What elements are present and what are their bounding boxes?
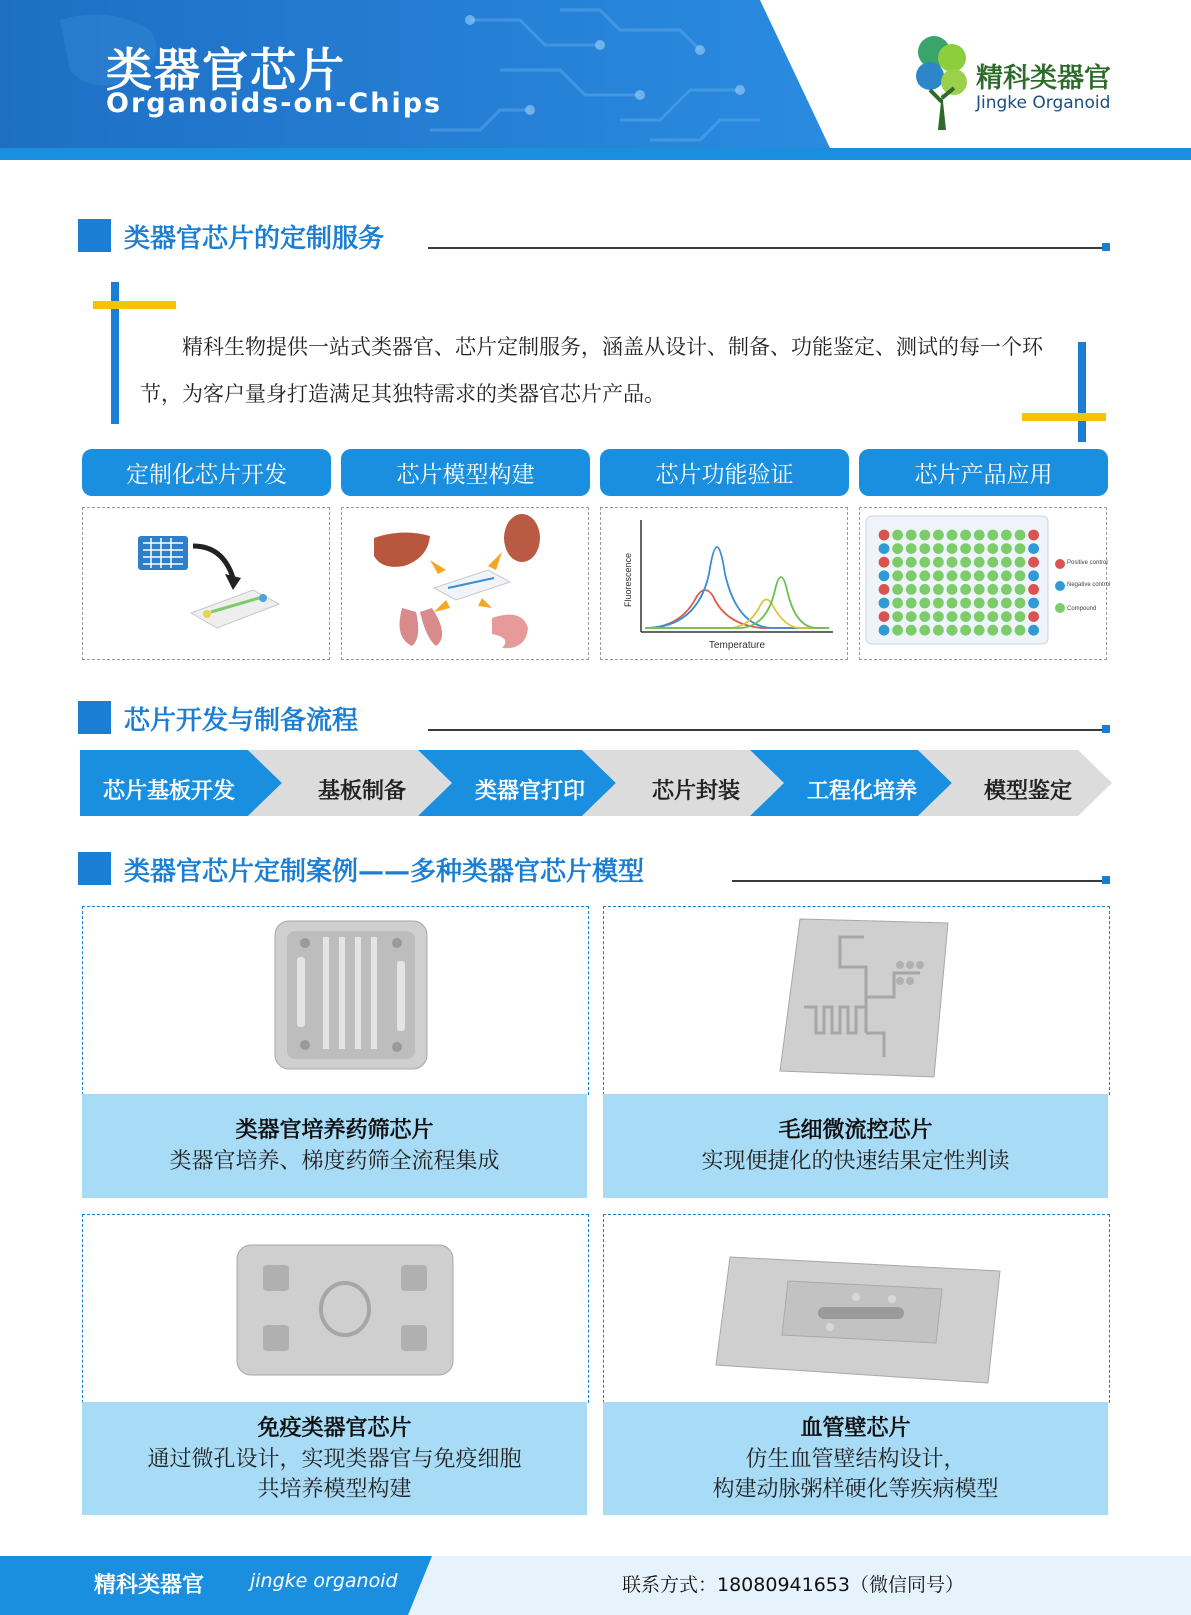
well: [1028, 557, 1039, 568]
well: [919, 570, 930, 581]
well: [906, 625, 917, 636]
well: [987, 598, 998, 609]
well: [892, 543, 903, 554]
well: [906, 598, 917, 609]
case-description: 通过微孔设计，实现类器官与免疫细胞: [147, 1446, 522, 1472]
well-plate-illustration: [860, 508, 1111, 659]
well: [960, 598, 971, 609]
intro-accent-left: [93, 301, 176, 309]
well: [960, 584, 971, 595]
section-divider-dot: [1102, 725, 1110, 733]
well: [933, 625, 944, 636]
well: [1001, 584, 1012, 595]
well: [1001, 570, 1012, 581]
tab-function-validation: 芯片功能验证: [600, 449, 849, 496]
well: [960, 570, 971, 581]
well: [892, 570, 903, 581]
case-caption-drug-screening: [82, 1094, 587, 1198]
liver-icon: [374, 532, 430, 566]
well: [933, 611, 944, 622]
section-marker: [78, 701, 111, 734]
well: [919, 598, 930, 609]
step-label-2: 基板制备: [317, 778, 406, 804]
well: [947, 584, 958, 595]
logo-text: 精科类器官: [976, 63, 1111, 94]
stomach-icon: [492, 615, 528, 649]
organ-chip-illustration: [342, 508, 588, 659]
well: [987, 625, 998, 636]
well: [1015, 598, 1026, 609]
well: [974, 557, 985, 568]
well: [1015, 543, 1026, 554]
case-title: 毛细微流控芯片: [778, 1118, 933, 1143]
well: [933, 557, 944, 568]
section-title-service: 类器官芯片的定制服务: [124, 224, 385, 254]
step-label-4: 芯片封装: [651, 778, 740, 804]
well: [892, 611, 903, 622]
tab-chip-development: 定制化芯片开发: [82, 449, 331, 496]
well: [906, 530, 917, 541]
well: [906, 570, 917, 581]
section-divider: [732, 880, 1106, 882]
step-label-1: 芯片基板开发: [102, 778, 235, 804]
case-caption-vascular-wall: [603, 1402, 1108, 1515]
step-label-5: 工程化培养: [806, 778, 917, 804]
panel-product-application: [859, 507, 1111, 660]
well: [1001, 611, 1012, 622]
chart-x-label: Temperature: [708, 640, 766, 651]
case-image-vascular-wall: [603, 1214, 1110, 1403]
legend-positive-dot: [1055, 559, 1065, 569]
well: [1001, 598, 1012, 609]
footer-contact: 联系方式：18080941653（微信同号）: [622, 1574, 964, 1596]
well: [879, 570, 890, 581]
well: [906, 543, 917, 554]
curve-blue: [645, 547, 829, 628]
well: [947, 625, 958, 636]
lungs-icon: [400, 608, 443, 646]
section-title-process: 芯片开发与制备流程: [124, 706, 359, 736]
well: [933, 598, 944, 609]
panel-chip-development: [82, 507, 330, 660]
well: [960, 530, 971, 541]
well: [879, 611, 890, 622]
logo-tree-icon: [912, 32, 972, 132]
well: [947, 598, 958, 609]
well: [892, 584, 903, 595]
tab-product-application: 芯片产品应用: [859, 449, 1108, 496]
well: [1015, 530, 1026, 541]
well: [987, 543, 998, 554]
case-title: 免疫类器官芯片: [257, 1415, 412, 1441]
well: [879, 543, 890, 554]
well: [879, 625, 890, 636]
well: [1015, 557, 1026, 568]
well: [919, 557, 930, 568]
footer-brand: 精科类器官: [94, 1573, 205, 1598]
tab-model-construction: 芯片模型构建: [341, 449, 590, 496]
case-description-line2: 构建动脉粥样硬化等疾病模型: [712, 1476, 999, 1502]
chip-design-illustration: [83, 508, 329, 659]
well: [960, 543, 971, 554]
case-description: 类器官培养、梯度药筛全流程集成: [169, 1149, 500, 1174]
legend-positive: Positive control: [1067, 560, 1108, 566]
page-title: 类器官芯片: [106, 43, 346, 97]
well: [974, 584, 985, 595]
well: [919, 543, 930, 554]
well: [974, 570, 985, 581]
kidney-icon: [504, 514, 540, 562]
well: [879, 557, 890, 568]
case-title: 血管壁芯片: [800, 1415, 911, 1441]
well: [1028, 570, 1039, 581]
well: [947, 543, 958, 554]
footer-brand-en: jingke organoid: [250, 1570, 398, 1592]
step-label-3: 类器官打印: [474, 778, 585, 804]
well: [987, 570, 998, 581]
well: [933, 584, 944, 595]
well: [879, 530, 890, 541]
logo-text-en: Jingke Organoid: [976, 93, 1111, 113]
well: [933, 530, 944, 541]
well: [1001, 530, 1012, 541]
case-caption-capillary-microfluidic: [603, 1094, 1108, 1198]
well: [960, 625, 971, 636]
legend-compound: Compound: [1067, 606, 1097, 612]
well: [974, 543, 985, 554]
well: [1015, 584, 1026, 595]
well: [960, 611, 971, 622]
section-divider-dot: [1102, 243, 1110, 251]
case-image-immune-organoid: [82, 1214, 589, 1403]
well: [919, 611, 930, 622]
curve-green: [645, 577, 829, 628]
case-image-capillary-microfluidic: [603, 906, 1110, 1095]
legend-negative-dot: [1055, 581, 1065, 591]
well: [1001, 625, 1012, 636]
section-marker: [78, 219, 111, 252]
well: [974, 625, 985, 636]
chip-render-immune: [83, 1215, 588, 1403]
well: [1028, 625, 1039, 636]
step-label-6: 模型鉴定: [983, 778, 1072, 804]
well: [879, 598, 890, 609]
well: [987, 611, 998, 622]
well: [933, 570, 944, 581]
case-image-drug-screening: [82, 906, 589, 1095]
section-divider: [428, 729, 1106, 731]
well: [1015, 611, 1026, 622]
panel-model-construction: [341, 507, 589, 660]
intro-paragraph: 精科生物提供一站式类器官、芯片定制服务，涵盖从设计、制备、功能鉴定、测试的每一个环节，为客户量身打造满足其独特需求的类器官芯片产品。: [140, 335, 1043, 406]
well: [947, 557, 958, 568]
section-divider: [428, 247, 1106, 249]
well: [892, 557, 903, 568]
well: [906, 557, 917, 568]
well: [892, 530, 903, 541]
well: [919, 625, 930, 636]
well: [1015, 625, 1026, 636]
well: [906, 584, 917, 595]
well: [987, 584, 998, 595]
case-description-line2: 共培养模型构建: [257, 1476, 412, 1502]
well: [974, 530, 985, 541]
case-description: 仿生血管壁结构设计，: [745, 1446, 966, 1472]
well: [1028, 584, 1039, 595]
well: [960, 557, 971, 568]
section-title-cases: 类器官芯片定制案例——多种类器官芯片模型: [124, 857, 645, 887]
well: [974, 598, 985, 609]
well: [919, 584, 930, 595]
fluorescence-chart: [601, 508, 847, 659]
chip-render-vascular: [604, 1215, 1109, 1403]
section-marker: [78, 852, 111, 885]
chart-y-label: Fluorescence: [623, 552, 633, 608]
well: [1001, 543, 1012, 554]
well: [1015, 570, 1026, 581]
well: [1028, 611, 1039, 622]
case-title: 类器官培养药筛芯片: [235, 1118, 434, 1143]
well: [933, 543, 944, 554]
page-subtitle: Organoids-on-Chips: [106, 88, 443, 119]
well: [947, 611, 958, 622]
well: [987, 530, 998, 541]
panel-function-validation: [600, 507, 848, 660]
chip-render-capillary: [604, 907, 1109, 1095]
legend-compound-dot: [1055, 603, 1065, 613]
case-caption-immune-organoid: [82, 1402, 587, 1515]
section-divider-dot: [1102, 876, 1110, 884]
well: [947, 530, 958, 541]
well: [906, 611, 917, 622]
chip-render-drug-screening: [83, 907, 588, 1095]
well: [919, 530, 930, 541]
well: [1028, 530, 1039, 541]
well: [1028, 543, 1039, 554]
well: [987, 557, 998, 568]
well: [879, 584, 890, 595]
well: [1028, 598, 1039, 609]
well: [892, 598, 903, 609]
case-description: 实现便捷化的快速结果定性判读: [701, 1149, 1010, 1174]
well: [892, 625, 903, 636]
well: [1001, 557, 1012, 568]
well: [974, 611, 985, 622]
well: [947, 570, 958, 581]
legend-negative: Negative control: [1067, 582, 1111, 588]
